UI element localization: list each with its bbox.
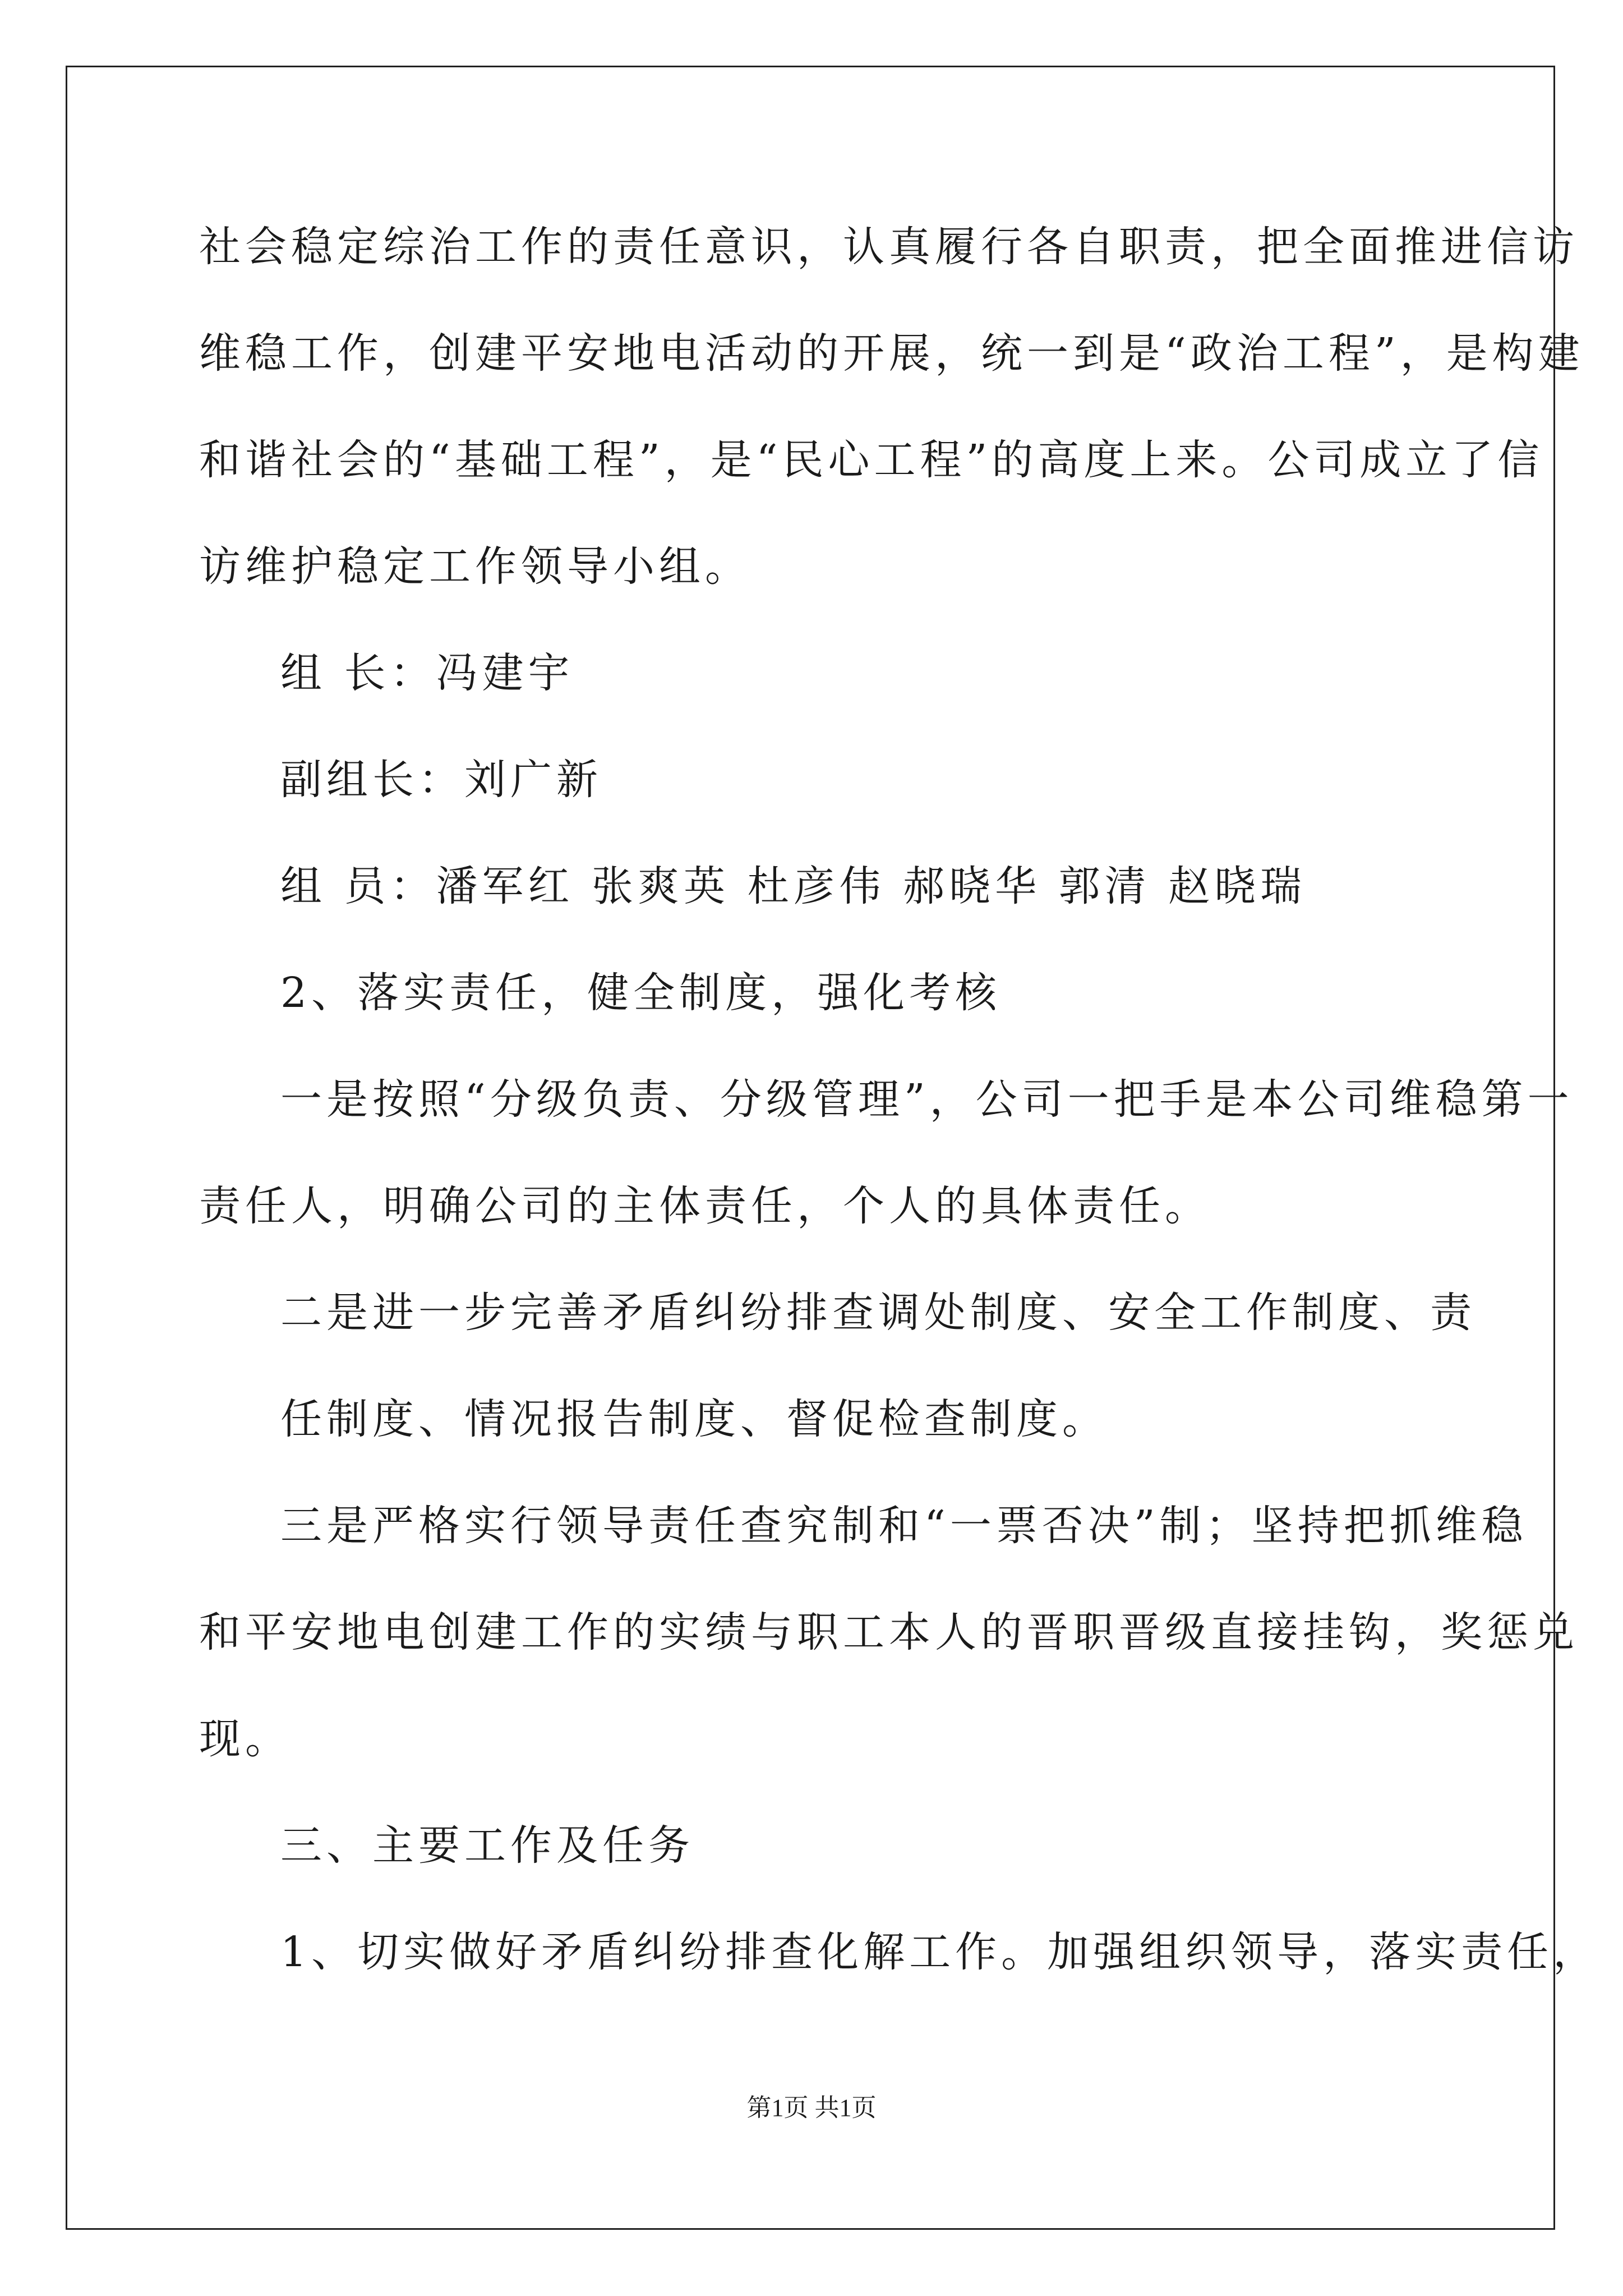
- leader-line: 组 长：冯建宇: [280, 649, 574, 697]
- body-line: 1、切实做好矛盾纠纷排查化解工作。加强组织领导，落实责任，: [280, 1928, 1599, 1976]
- body-line: 维稳工作，创建平安地电活动的开展，统一到是“政治工程”，是构建: [199, 329, 1584, 378]
- body-line: 一是按照“分级负责、分级管理”，公司一把手是本公司维稳第一: [280, 1075, 1574, 1124]
- deputy-leader-line: 副组长：刘广新: [280, 756, 602, 804]
- body-line: 现。: [199, 1715, 291, 1763]
- page-border: [66, 66, 1555, 2230]
- body-line: 社会稳定综治工作的责任意识，认真履行各自职责，把全面推进信访: [199, 223, 1579, 271]
- body-line: 任制度、情况报告制度、督促检查制度。: [280, 1395, 1108, 1443]
- section-heading: 三、主要工作及任务: [280, 1821, 694, 1870]
- body-line: 访维护稳定工作领导小组。: [199, 542, 751, 591]
- body-line: 二是进一步完善矛盾纠纷排查调处制度、安全工作制度、责: [280, 1289, 1476, 1337]
- members-line: 组 员：潘军红 张爽英 杜彦伟 郝晓华 郭清 赵晓瑞: [280, 862, 1307, 910]
- section-heading: 2、落实责任，健全制度，强化考核: [280, 969, 1002, 1017]
- body-line: 和平安地电创建工作的实绩与职工本人的晋职晋级直接挂钩，奖惩兑: [199, 1608, 1579, 1657]
- body-line: 责任人，明确公司的主体责任，个人的具体责任。: [199, 1182, 1211, 1230]
- body-line: 三是严格实行领导责任查究制和“一票否决”制；坚持把抓维稳: [280, 1502, 1528, 1550]
- page-number-footer: 第1页 共1页: [746, 2094, 877, 2122]
- body-line: 和谐社会的“基础工程”，是“民心工程”的高度上来。公司成立了信: [199, 436, 1544, 484]
